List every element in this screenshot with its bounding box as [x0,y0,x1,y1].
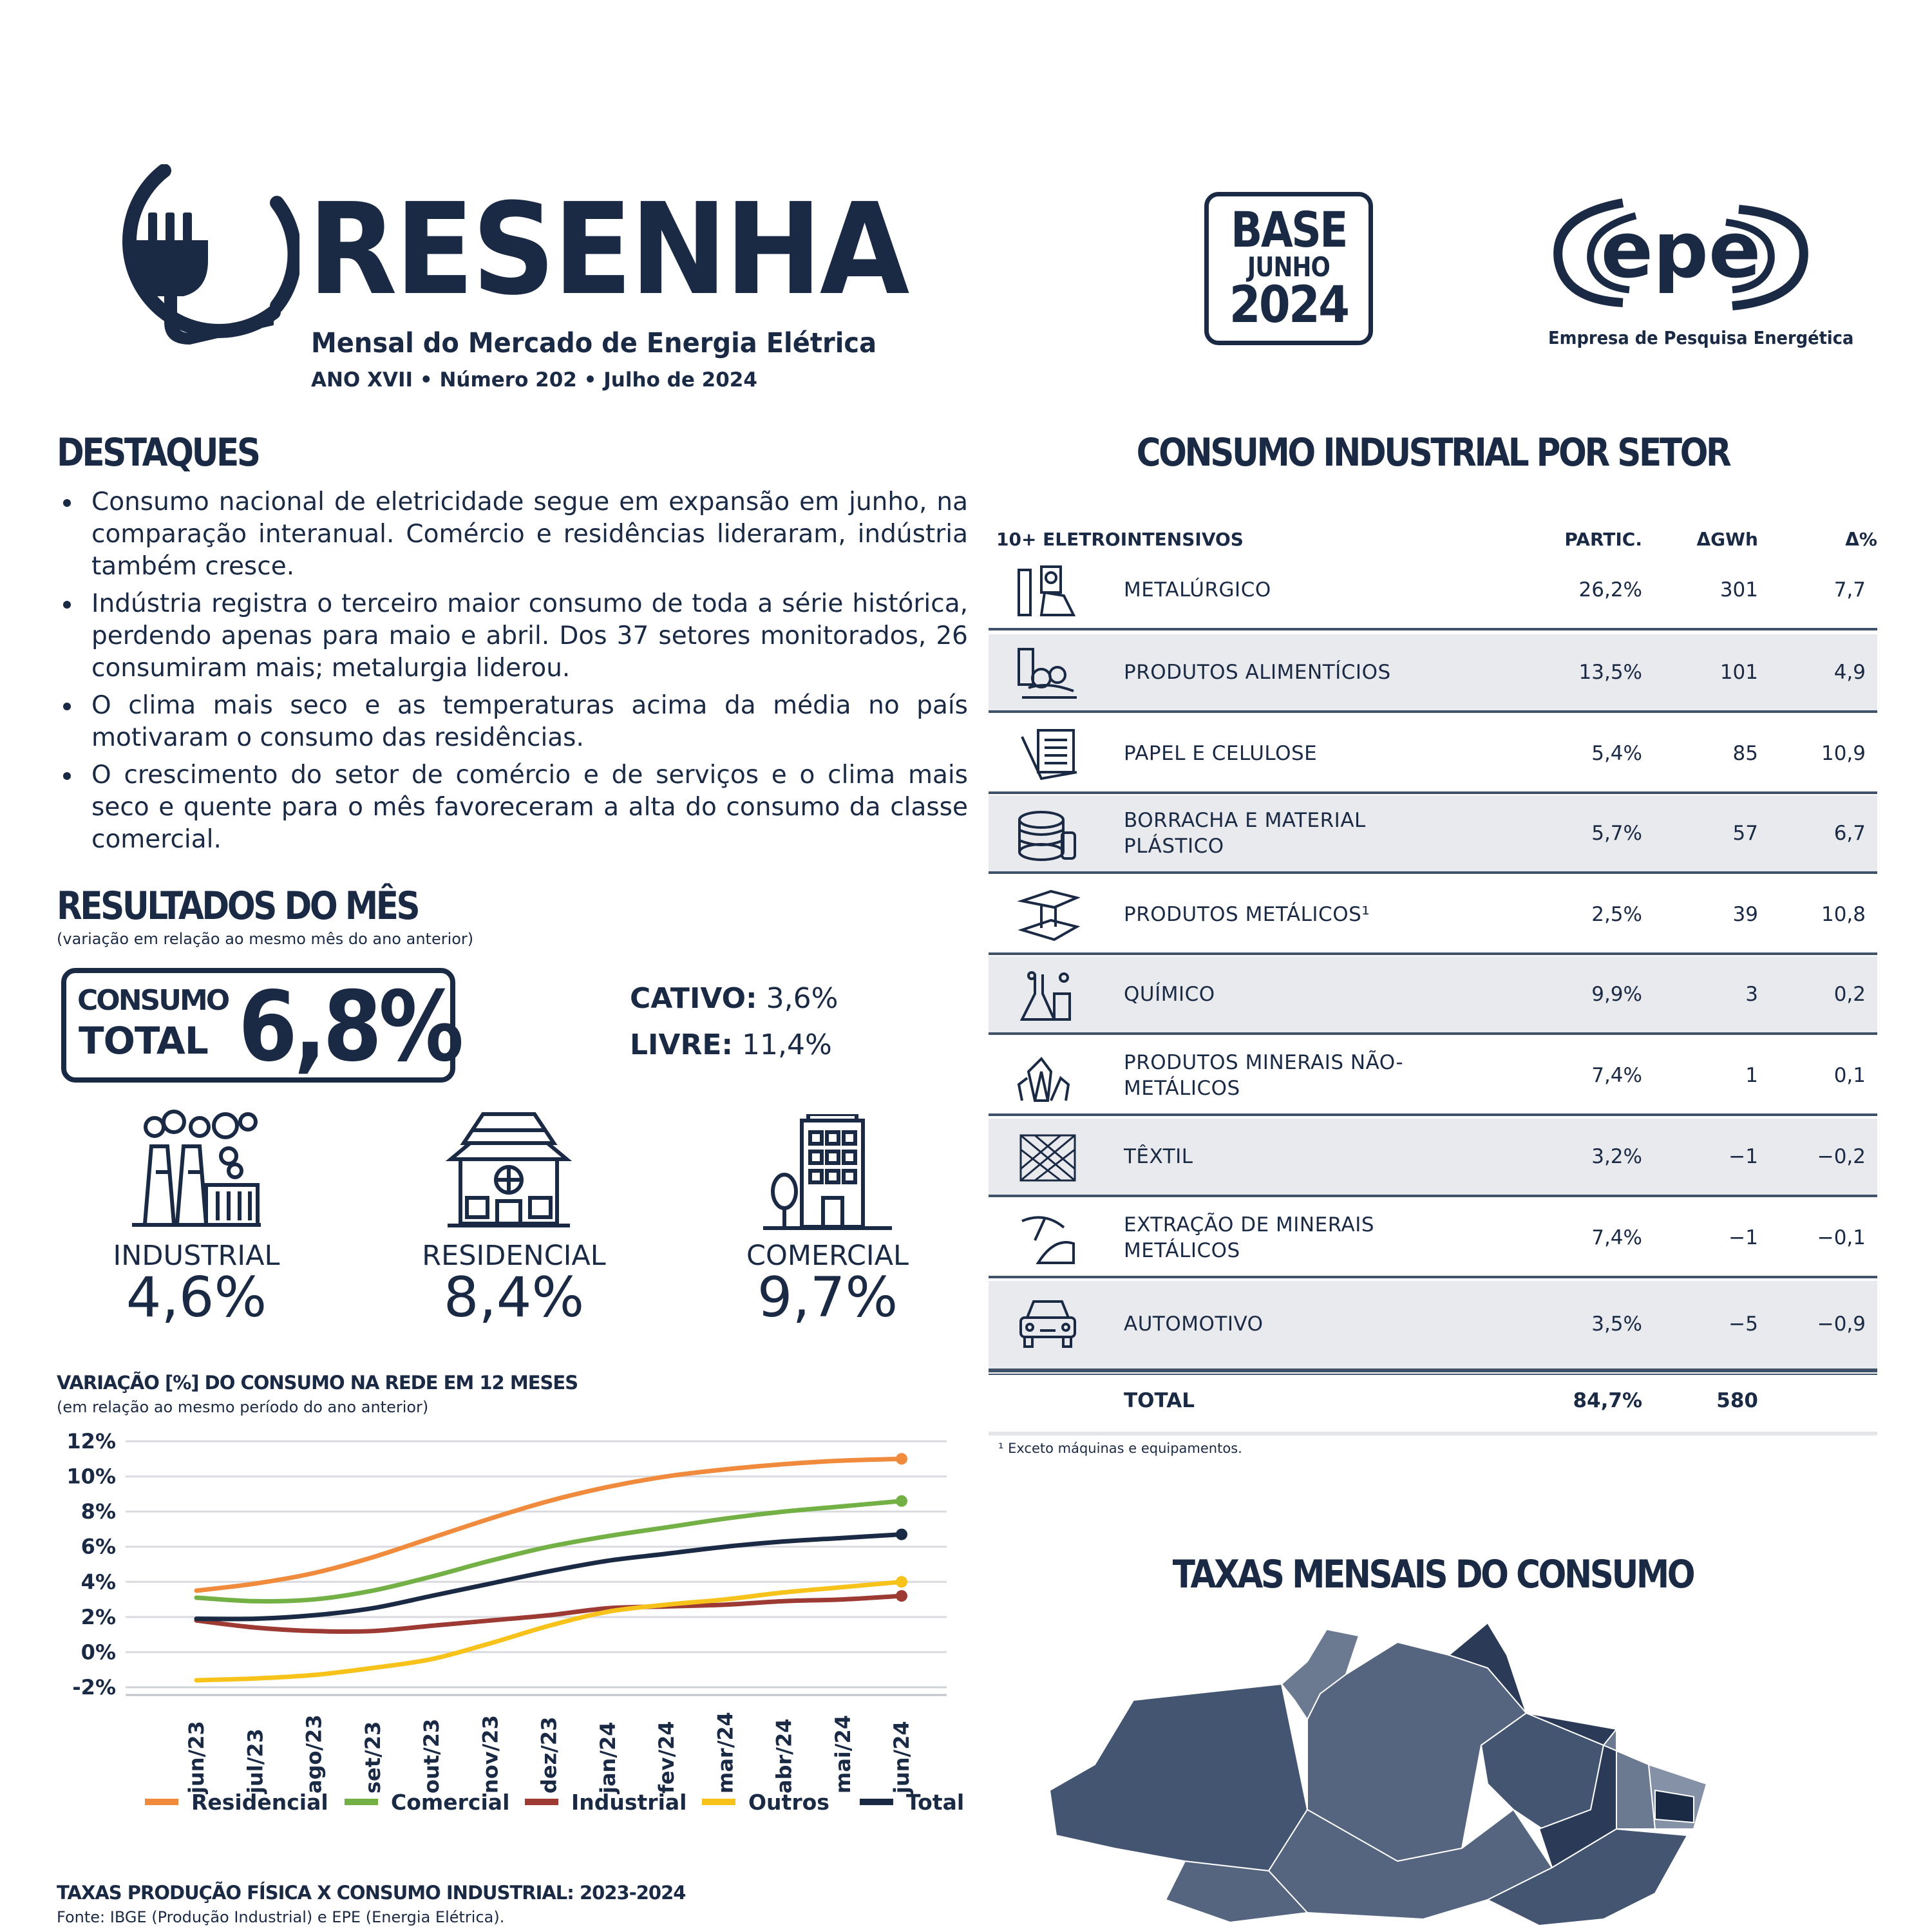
destaque-item: • Indústria registra o terceiro maior consumo de toda a série histórica, perdendo apenas para maio e abril. Dos 37 setores monitorados, 26 consumiram mais; metalurgia liderou. [82,588,968,685]
sector-gwh: 301 [1719,578,1758,601]
sector-gwh: −5 [1728,1312,1758,1336]
bottom-section-source: Fonte: IBGE (Produção Industrial) e EPE (Energia Elétrica). [57,1908,505,1926]
y-tick-label: 6% [80,1534,116,1559]
sector-partic: 13,5% [1578,661,1642,684]
legend-label: Industrial [571,1790,687,1815]
brazil-map [1037,1616,1887,1932]
series-end-point-comercial [896,1495,907,1507]
sector-name: METALÚRGICO [1124,578,1271,601]
table-row [989,1200,1877,1278]
sector-pct: 0,2 [1833,983,1866,1006]
cativo-label: CATIVO: [630,982,757,1015]
livre-value: 11,4% [742,1028,832,1061]
chart-subtitle: (em relação ao mesmo período do ano anterior) [57,1398,429,1416]
factory-icon [129,1108,264,1230]
x-tick-label: ago/23 [301,1714,327,1794]
y-tick-label: 10% [66,1464,116,1489]
bottom-section-title: TAXAS PRODUÇÃO FÍSICA X CONSUMO INDUSTRIAL: 2023-2024 [57,1882,686,1904]
sector-gwh: 1 [1745,1064,1758,1087]
taxas-title: TAXAS MENSAIS DO CONSUMO [1172,1552,1694,1597]
legend-label: Outros [748,1790,829,1815]
sector-gwh: 85 [1732,742,1758,765]
x-tick-label: dez/23 [536,1716,562,1794]
sector-name: QUÍMICO [1124,983,1215,1006]
total-partic: 84,7% [1573,1389,1642,1412]
base-date-badge [1204,192,1373,345]
publication-title: RESENHA [308,176,907,323]
base-label: BASE [1231,201,1347,258]
sector-partic: 3,5% [1591,1312,1642,1336]
header-sector: 10+ ELETROINTENSIVOS [996,529,1244,550]
industrial-label: INDUSTRIAL [113,1240,280,1272]
sector-name: BORRACHA E MATERIAL PLÁSTICO [1124,809,1366,858]
base-month: JUNHO [1247,251,1331,283]
sector-name: TÊXTIL [1124,1145,1193,1168]
sector-gwh: 57 [1732,822,1758,845]
sector-pct: 6,7 [1833,822,1866,845]
sector-gwh: −1 [1728,1226,1758,1249]
crystal-icon [1016,1049,1080,1104]
table-row [989,634,1877,713]
residencial-label: RESIDENCIAL [422,1240,606,1272]
cativo-stat [630,982,838,1015]
sector-partic: 9,9% [1591,983,1642,1006]
table-row [989,795,1877,874]
sector-pct: 0,1 [1833,1064,1866,1087]
sector-partic: 7,4% [1591,1226,1642,1249]
sector-gwh: −1 [1728,1145,1758,1168]
pickaxe-icon [1016,1211,1080,1267]
resultados-title: RESULTADOS DO MÊS [57,884,419,929]
food-icon [1016,646,1080,701]
y-tick-label: 4% [80,1569,116,1595]
table-total-row [989,1371,1877,1435]
y-tick-label: 8% [80,1499,116,1524]
sector-gwh: 101 [1719,661,1758,684]
livre-stat [630,1028,832,1061]
header-pct: Δ% [1845,529,1877,550]
table-row [989,715,1877,794]
total-label: TOTAL [79,1019,208,1063]
rubber-icon [1016,807,1080,862]
base-year: 2024 [1229,276,1349,334]
chemistry-icon [1016,968,1080,1023]
x-tick-label: jun/24 [889,1721,914,1794]
consumption-line-chart [45,1417,972,1842]
series-end-point-total [896,1529,907,1540]
sector-pct: 4,9 [1833,661,1866,684]
table-row [989,1119,1877,1197]
series-end-point-outros [896,1576,907,1587]
epe-logo-icon [1546,190,1816,319]
building-icon [760,1114,895,1230]
table-row [989,1037,1877,1116]
x-tick-label: out/23 [419,1718,444,1794]
y-tick-label: 2% [80,1604,116,1629]
sector-pct: −0,1 [1817,1226,1866,1249]
x-tick-label: jul/23 [243,1728,268,1794]
resultados-note: (variação em relação ao mesmo mês do ano anterior) [57,930,474,948]
consumo-label: CONSUMO [77,984,229,1017]
destaque-item: • O clima mais seco e as temperaturas acima da média no país motivaram o consumo das residências. [82,690,968,754]
destaques-title: DESTAQUES [57,430,259,475]
series-end-point-residencial [896,1453,907,1464]
comercial-value: 9,7% [757,1265,898,1330]
x-tick-label: mai/24 [830,1714,855,1794]
livre-label: LIVRE: [630,1028,733,1061]
y-tick-label: 0% [80,1640,116,1665]
sector-name: AUTOMOTIVO [1124,1312,1264,1336]
table-row [989,552,1877,630]
consumo-total-value: 6,8% [238,971,460,1083]
house-icon [444,1108,573,1230]
destaque-item: • O crescimento do setor de comércio e de serviços e o clima mais seco e quente para o mês favoreceram a alta do consumo da classe comercial. [82,759,968,856]
sector-name: PRODUTOS METÁLICOS¹ [1124,903,1370,926]
sector-partic: 7,4% [1591,1064,1642,1087]
header-gwh: ΔGWh [1696,529,1758,550]
x-tick-label: fev/24 [654,1721,679,1794]
sector-partic: 3,2% [1591,1145,1642,1168]
sector-pct: 7,7 [1833,578,1866,601]
textile-icon [1016,1130,1080,1186]
industrial-title: CONSUMO INDUSTRIAL POR SETOR [1136,430,1730,475]
sector-pct: 10,9 [1821,742,1866,765]
total-gwh: 580 [1716,1389,1758,1412]
industrial-table [989,525,1877,1439]
sector-gwh: 3 [1745,983,1758,1006]
sector-name: PRODUTOS ALIMENTÍCIOS [1124,661,1391,684]
sector-partic: 5,4% [1591,742,1642,765]
car-icon [1016,1295,1080,1350]
table-row [989,956,1877,1035]
plug-logo-icon [55,164,299,348]
chart-title: VARIAÇÃO [%] DO CONSUMO NA REDE EM 12 MESES [57,1372,578,1394]
series-end-point-industrial [896,1590,907,1602]
x-tick-label: jan/24 [595,1721,620,1794]
legend-label: Residencial [191,1790,328,1815]
epe-logo-text: epe [1600,206,1761,296]
industrial-value: 4,6% [126,1265,267,1330]
cativo-value: 3,6% [766,982,838,1015]
sector-pct: 10,8 [1821,903,1866,926]
sector-partic: 26,2% [1578,578,1642,601]
publication-subtitle: Mensal do Mercado de Energia Elétrica [311,327,877,359]
x-tick-label: set/23 [360,1721,385,1794]
header-partic: PARTIC. [1564,529,1642,550]
x-tick-label: jun/23 [184,1721,209,1794]
sector-pct: −0,9 [1817,1312,1866,1336]
sector-gwh: 39 [1732,903,1758,926]
sector-partic: 5,7% [1591,822,1642,845]
sector-partic: 2,5% [1591,903,1642,926]
legend-label: Comercial [391,1790,510,1815]
y-tick-label: -2% [72,1675,116,1700]
x-tick-label: abr/24 [772,1718,797,1794]
steel-beam-icon [1016,888,1080,943]
destaques-list [57,486,968,861]
sector-pct: −0,2 [1817,1145,1866,1168]
metallurgy-icon [1016,564,1080,619]
table-row [989,876,1877,955]
table-footnote: ¹ Exceto máquinas e equipamentos. [998,1441,1242,1456]
residencial-value: 8,4% [443,1265,585,1330]
total-label: TOTAL [1124,1389,1195,1412]
sector-name: PRODUTOS MINERAIS NÃO-METÁLICOS [1124,1051,1404,1100]
sector-name: EXTRAÇÃO DE MINERAIS METÁLICOS [1124,1213,1375,1262]
comercial-label: COMERCIAL [746,1240,909,1272]
table-row [989,1281,1877,1371]
y-tick-label: 12% [66,1429,116,1454]
issue-info: ANO XVII • Número 202 • Julho de 2024 [311,368,757,392]
paper-icon [1016,727,1080,782]
x-tick-label: nov/23 [478,1715,503,1794]
sector-name: PAPEL E CELULOSE [1124,742,1318,765]
publisher-name: Empresa de Pesquisa Energética [1548,327,1854,348]
x-tick-label: mar/24 [713,1712,738,1794]
legend-label: Total [906,1790,965,1815]
series-line-comercial [196,1501,902,1602]
destaque-item: • Consumo nacional de eletricidade segue em expansão em junho, na comparação interanual. Comércio e residências lideraram, indústria também cresce. [82,486,968,583]
